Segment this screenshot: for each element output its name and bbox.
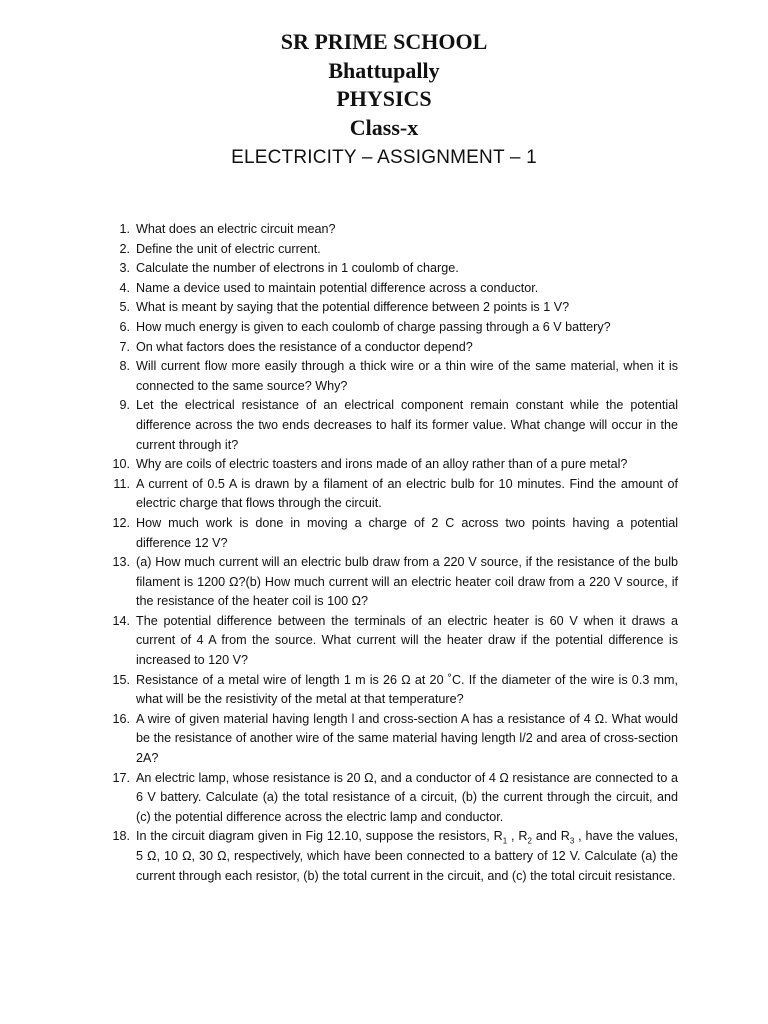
question-number: 5.	[119, 300, 130, 315]
question-item	[108, 671, 678, 710]
question-item	[108, 827, 678, 886]
assignment-title: ELECTRICITY – ASSIGNMENT – 1	[231, 147, 537, 168]
question-number: 12.	[112, 515, 130, 530]
question-item	[108, 475, 678, 514]
question-text: A wire of given material having length l and cross-section A has a resistance of 4 Ω. What would be the resistance of another wire of the same material having length l/2 and area of cross-section 2A?	[136, 711, 678, 766]
question-text: An electric lamp, whose resistance is 20 Ω, and a conductor of 4 Ω resistance are connected to a 6 V battery. Calculate (a) the total resistance of a circuit, (b) the current through the circuit, and (c) the potential difference across the electric lamp and conductor.	[136, 770, 678, 824]
question-item	[108, 298, 678, 318]
question-text: What is meant by saying that the potential difference between 2 points is 1 V?	[136, 300, 570, 315]
question-number: 6.	[119, 319, 130, 334]
question-item	[108, 455, 678, 475]
question-item	[108, 769, 678, 828]
question-number: 7.	[119, 339, 130, 354]
question-item	[108, 710, 678, 769]
subscript: 2	[527, 836, 532, 846]
question-item	[108, 259, 678, 279]
document-header	[0, 28, 768, 172]
question-number: 11.	[113, 476, 130, 491]
question-item	[108, 357, 678, 396]
question-item	[108, 338, 678, 358]
question-text: Will current flow more easily through a thick wire or a thin wire of the same material, when it is connected to the same source? Why?	[136, 359, 678, 393]
question-number: 8.	[119, 359, 130, 374]
question-text-part: In the circuit diagram given in Fig 12.10, suppose the resistors, R	[136, 829, 503, 844]
question-text: What does an electric circuit mean?	[136, 222, 336, 236]
school-location: Bhattupally	[328, 57, 440, 83]
question-text: How much work is done in moving a charge of 2 C across two points having a potential difference 12 V?	[136, 515, 678, 550]
question-text: On what factors does the resistance of a conductor depend?	[136, 339, 473, 354]
question-number: 16.	[112, 711, 130, 726]
question-text-part: , have the values, 5 Ω, 10 Ω, 30 Ω, respectively, which have been connected to a battery of 12 V. Calculate (a) the current through each resistor, (b) the total current in the circuit, and (c) the total circuit resistance.	[136, 829, 678, 883]
question-text: The potential difference between the terminals of an electric heater is 60 V when it draws a current of 4 A from the source. What current will the heater draw if the potential difference is increased to 120 V?	[136, 613, 678, 668]
question-list	[108, 220, 678, 886]
question-number: 2.	[119, 241, 130, 256]
question-number: 3.	[119, 261, 130, 276]
question-number: 18.	[112, 829, 130, 844]
question-text: How much energy is given to each coulomb of charge passing through a 6 V battery?	[136, 319, 611, 334]
question-number: 15.	[112, 672, 130, 687]
question-text: Name a device used to maintain potential difference across a conductor.	[136, 280, 539, 295]
question-item	[108, 612, 678, 671]
question-number: 1.	[119, 222, 130, 236]
question-number: 9.	[119, 398, 130, 413]
question-number: 4.	[119, 280, 130, 295]
question-item	[108, 396, 678, 455]
school-name: SR PRIME SCHOOL	[280, 29, 488, 54]
question-item	[108, 220, 678, 240]
question-number: 13.	[112, 555, 130, 570]
question-number: 17.	[112, 770, 130, 785]
question-text: Define the unit of electric current.	[136, 241, 321, 256]
class-title: Class-x	[349, 114, 419, 140]
question-text: (a) How much current will an electric bulb draw from a 220 V source, if the resistance of the bulb filament is 1200 Ω?(b) How much current will an electric heater coil draw from a 220 V source, if the resistance of the heater coil is 100 Ω?	[136, 555, 678, 609]
question-number: 14.	[112, 613, 130, 628]
question-item	[108, 240, 678, 260]
question-item	[108, 279, 678, 299]
question-text: Why are coils of electric toasters and irons made of an alloy rather than of a pure metal?	[136, 457, 628, 472]
subject-title: PHYSICS	[336, 86, 432, 111]
question-number: 10.	[112, 457, 130, 472]
question-text-part: , R	[507, 829, 528, 844]
question-item	[108, 318, 678, 338]
question-text: Let the electrical resistance of an electrical component remain constant while the potential difference across the two ends decreases to half its former value. What change will occur in the current through it?	[136, 398, 678, 452]
question-item	[108, 514, 678, 553]
question-text-part: and R	[531, 829, 570, 844]
subscript: 3	[569, 836, 575, 846]
question-text: A current of 0.5 A is drawn by a filament of an electric bulb for 10 minutes. Find the amount of electric charge that flows through the circuit.	[136, 476, 678, 511]
question-text	[136, 829, 678, 882]
question-item	[108, 553, 678, 612]
question-text: Calculate the number of electrons in 1 coulomb of charge.	[136, 261, 459, 276]
subscript: 1	[502, 836, 508, 846]
question-text: Resistance of a metal wire of length 1 m is 26 Ω at 20 ˚C. If the diameter of the wire is 0.3 mm, what will be the resistivity of the metal at that temperature?	[136, 672, 678, 707]
